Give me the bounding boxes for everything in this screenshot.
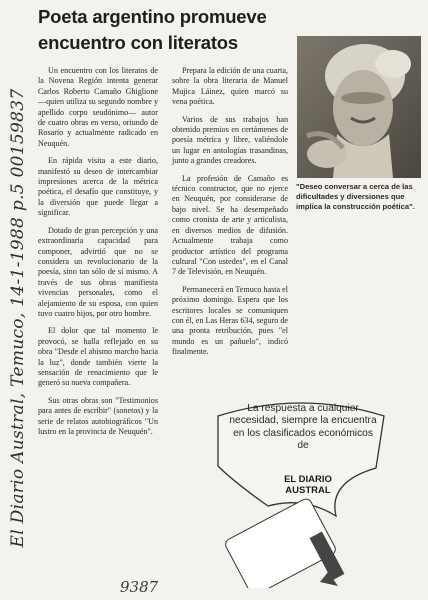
headline: Poeta argentino promueve encuentro con literatos [38, 6, 267, 53]
paragraph: Dotado de gran percepción y una extraordinaria capacidad para componer, advirtió que no se considera un revolucionario de la poesía, sino tan sólo de sí mismo. A través de sus obras manifiesta vivencias personales, como el alejamiento de su esposa, con quien tuvo cuatro hijos, por otro hombre. [38, 225, 158, 318]
ad-brand [268, 474, 348, 496]
paragraph: El dolor que tal momento le provocó, se halla reflejado en su obra "Desde el abismo marcho hacia la luz", donde también vierte la sensación de renacimiento que le generó su nueva compañera. [38, 326, 158, 388]
author-portrait-image [297, 36, 421, 178]
paragraph: La profesión de Camaño es técnico constructor, que no ejerce en Neuquén, por considerarse de bajo nivel. Se ha desempeñado como cronista de arte y articulista, en diversos medios de difusión. Actualmente trabaja como productor artístico del programa cultural "Con ustedes", en el Canal 7 de Televisión, en Neuquén. [172, 173, 288, 277]
margin-note-text: El Diario Austral, Temuco, 14-1-1988 p.5 00159837 [8, 88, 28, 548]
ad-brand-line-2: AUSTRAL [285, 485, 331, 496]
photo-caption: "Deseo conversar a cerca de las dificultades y diversiones que implica la construcción poética". [296, 182, 415, 211]
author-photo [297, 36, 421, 178]
paragraph: Prepara la edición de una cuarta, sobre la obra literaria de Manuel Mujica Láinez, quien marcó su vena poética. [172, 66, 288, 107]
handwritten-margin-note [0, 44, 38, 592]
paragraph: Varios de sus trabajos han obtenido premios en certámenes de poesía métrica y libre, valiéndole un lugar en antologías trasandinas, junto a grandes creadores. [172, 114, 288, 166]
ad-brand-line-1: EL DIARIO [284, 474, 332, 485]
paragraph: Sus otras obras son "Testimonios para antes de escribir" (sonetos) y la serie de relatos autobiográficos "Un lustro en la provincia de Neuquén". [38, 395, 158, 436]
paragraph: En rápida visita a este diario, manifestó su deseo de intercambiar impresiones acerca de la métrica poética, el desafío que constituye, y la diversión que puede llegar a significar. [38, 156, 158, 218]
handwritten-number: 9387 [120, 578, 159, 596]
paragraph: Permanecerá en Temuco hasta el próximo domingo. Espera que los escritores locales se comuniquen con él, en Las Heras 634, seguro de una pronta retribución, pues "el mundo es un pañuelo", indicó finalmente. [172, 284, 288, 357]
article-column-2 [172, 66, 288, 365]
article-column-1 [38, 66, 158, 444]
paragraph: Un encuentro con los literatos de la Novena Región intenta generar Carlos Roberto Camaño Ghiglione —quien utiliza su segundo nombre y apellido corpo seudónimo— autor de cuatro obras en verso, oriundo de Rosario y actualmente radicado en Neuquén. [38, 66, 158, 148]
ad-text: La respuesta a cualquier necesidad, siempre la encuentra en los clasificados económicos de [229, 403, 377, 452]
